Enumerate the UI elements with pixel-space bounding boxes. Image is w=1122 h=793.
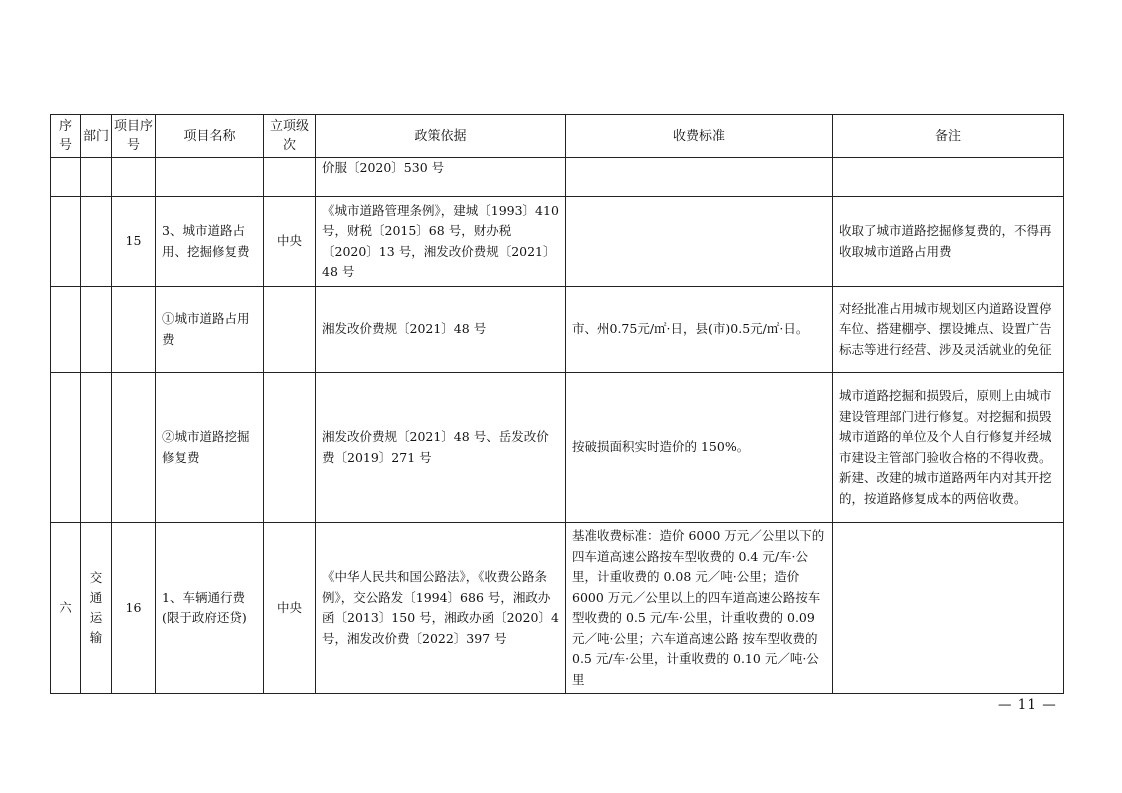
cell-name: 3、城市道路占用、挖掘修复费 [156,197,264,287]
fee-table [50,114,1064,694]
cell-seq [51,197,81,287]
cell-dept [81,197,112,287]
header-policy: 政策依据 [316,115,566,158]
cell-item-no: 16 [112,523,156,694]
header-remark: 备注 [833,115,1064,158]
cell-remark: 对经批准占用城市规划区内道路设置停车位、搭建棚亭、摆设摊点、设置广告标志等进行经营、涉及灵活就业的免征 [833,287,1064,373]
cell-remark [833,523,1064,694]
cell-standard: 基准收费标准：造价 6000 万元／公里以下的四车道高速公路按车型收费的 0.4 元/车·公里，计重收费的 0.08 元／吨·公里；造价 6000 万元／公里以上的四车道高速公路按车型收费的 0.5 元/车·公里，计重收费的 0.09 元／吨·公里；六车道高速公路 按车型收费的 0.5 元/车·公里，计重收费的 0.10 元／吨·公里 [566,523,833,694]
cell-standard [566,158,833,197]
cell-dept [81,373,112,523]
table-row [51,523,1064,694]
cell-policy: 《城市道路管理条例》，建城〔1993〕410 号，财税〔2015〕68 号，财办税〔2020〕13 号，湘发改价费规〔2021〕48 号 [316,197,566,287]
cell-dept [81,158,112,197]
cell-remark: 收取了城市道路挖掘修复费的，不得再收取城市道路占用费 [833,197,1064,287]
cell-policy: 价服〔2020〕530 号 [316,158,566,197]
header-seq: 序号 [51,115,81,158]
cell-remark: 城市道路挖掘和损毁后，原则上由城市建设管理部门进行修复。对挖掘和损毁城市道路的单位及个人自行修复并经城市建设主管部门验收合格的不得收费。新建、改建的城市道路两年内对其开挖的，按道路修复成本的两倍收费。 [833,373,1064,523]
cell-dept [81,287,112,373]
cell-name: ②城市道路挖掘修复费 [156,373,264,523]
cell-seq: 六 [51,523,81,694]
table-row [51,373,1064,523]
table-header-row [51,115,1064,158]
cell-seq [51,287,81,373]
cell-standard: 市、州0.75元/㎡·日，县(市)0.5元/㎡·日。 [566,287,833,373]
header-standard: 收费标准 [566,115,833,158]
cell-item-no [112,158,156,197]
header-level: 立项级次 [264,115,316,158]
cell-level [264,287,316,373]
cell-standard: 按破损面积实时造价的 150%。 [566,373,833,523]
page-number: — 11 — [998,697,1057,713]
cell-level: 中央 [264,197,316,287]
cell-item-no [112,373,156,523]
cell-policy: 《中华人民共和国公路法》，《收费公路条例》，交公路发〔1994〕686 号，湘政办函〔2013〕150 号，湘政办函〔2020〕4 号，湘发改价费〔2022〕397 号 [316,523,566,694]
cell-item-no [112,287,156,373]
table-row [51,287,1064,373]
cell-remark [833,158,1064,197]
header-dept: 部门 [81,115,112,158]
cell-name: 1、车辆通行费(限于政府还贷) [156,523,264,694]
cell-dept: 交通运输 [81,523,112,694]
cell-standard [566,197,833,287]
cell-item-no: 15 [112,197,156,287]
cell-level: 中央 [264,523,316,694]
header-name: 项目名称 [156,115,264,158]
cell-name: ①城市道路占用费 [156,287,264,373]
cell-seq [51,158,81,197]
cell-level [264,373,316,523]
cell-name [156,158,264,197]
cell-seq [51,373,81,523]
table-row [51,158,1064,197]
cell-level [264,158,316,197]
cell-policy: 湘发改价费规〔2021〕48 号、岳发改价费〔2019〕271 号 [316,373,566,523]
cell-policy: 湘发改价费规〔2021〕48 号 [316,287,566,373]
header-item-no: 项目序号 [112,115,156,158]
table-row [51,197,1064,287]
